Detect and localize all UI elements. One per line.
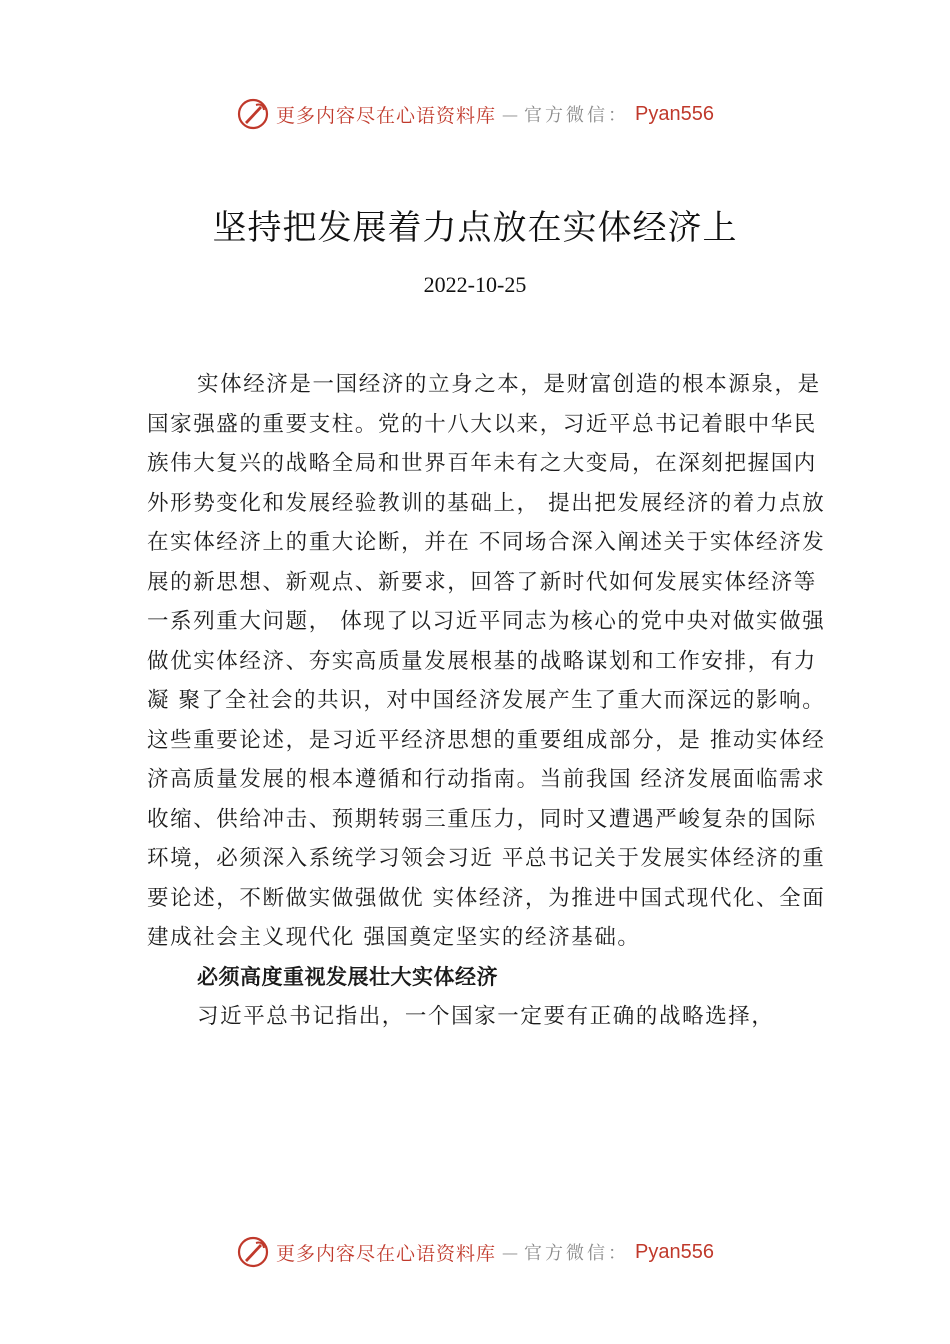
document-title: 坚持把发展着力点放在实体经济上 (212, 208, 738, 248)
quill-logo-icon (236, 97, 270, 131)
section-heading: 必须高度重视发展壮大实体经济 (197, 964, 498, 989)
watermark-wechat-id: Pyan556 (635, 102, 714, 125)
quill-logo-icon (236, 1235, 270, 1269)
section-paragraph: 习近平总书记指出，一个国家一定要有正确的战略选择， (197, 1004, 775, 1029)
watermark-wechat-id: Pyan556 (635, 1240, 714, 1263)
watermark-separator: — (502, 1242, 519, 1262)
footer-watermark (0, 1232, 950, 1272)
document-body (147, 365, 837, 1037)
document-date: 2022-10-25 (423, 272, 527, 297)
watermark-text: 更多内容尽在心语资料库 (276, 104, 497, 127)
watermark-label: 官方微信： (524, 105, 630, 126)
watermark-text: 更多内容尽在心语资料库 (276, 1242, 497, 1265)
header-watermark (0, 94, 950, 134)
body-paragraph: 实体经济是一国经济的立身之本，是财富创造的根本源泉，是国家强盛的重要支柱。党的十八大以来，习近平总书记着眼中华民族伟大复兴的战略全局和世界百年未有之大变局，在深刻把握国内外形势变化和发展经验教训的基础上， 提出把发展经济的着力点放在实体经济上的重大论断，并在 不同场合深入阐述关于实体经济发展的新思想、新观点、新要求，回答了新时代如何发展实体经济等一系列重大问题， 体现了以习近平同志为核心的党中央对做实做强做优实体经济、夯实高质量发展根基的战略谋划和工作安排，有力凝 聚了全社会的共识，对中国经济发展产生了重大而深远的影响。这些重要论述，是习近平经济思想的重要组成部分，是 推动实体经济高质量发展的根本遵循和行动指南。当前我国 经济发展面临需求收缩、供给冲击、预期转弱三重压力，同时又遭遇严峻复杂的国际环境，必须深入系统学习领会习近 平总书记关于发展实体经济的重要论述，不断做实做强做优 实体经济，为推进中国式现代化、全面建成社会主义现代化 强国奠定坚实的经济基础。 (147, 372, 826, 950)
watermark-label: 官方微信： (524, 1243, 630, 1264)
watermark-separator: — (502, 104, 519, 124)
